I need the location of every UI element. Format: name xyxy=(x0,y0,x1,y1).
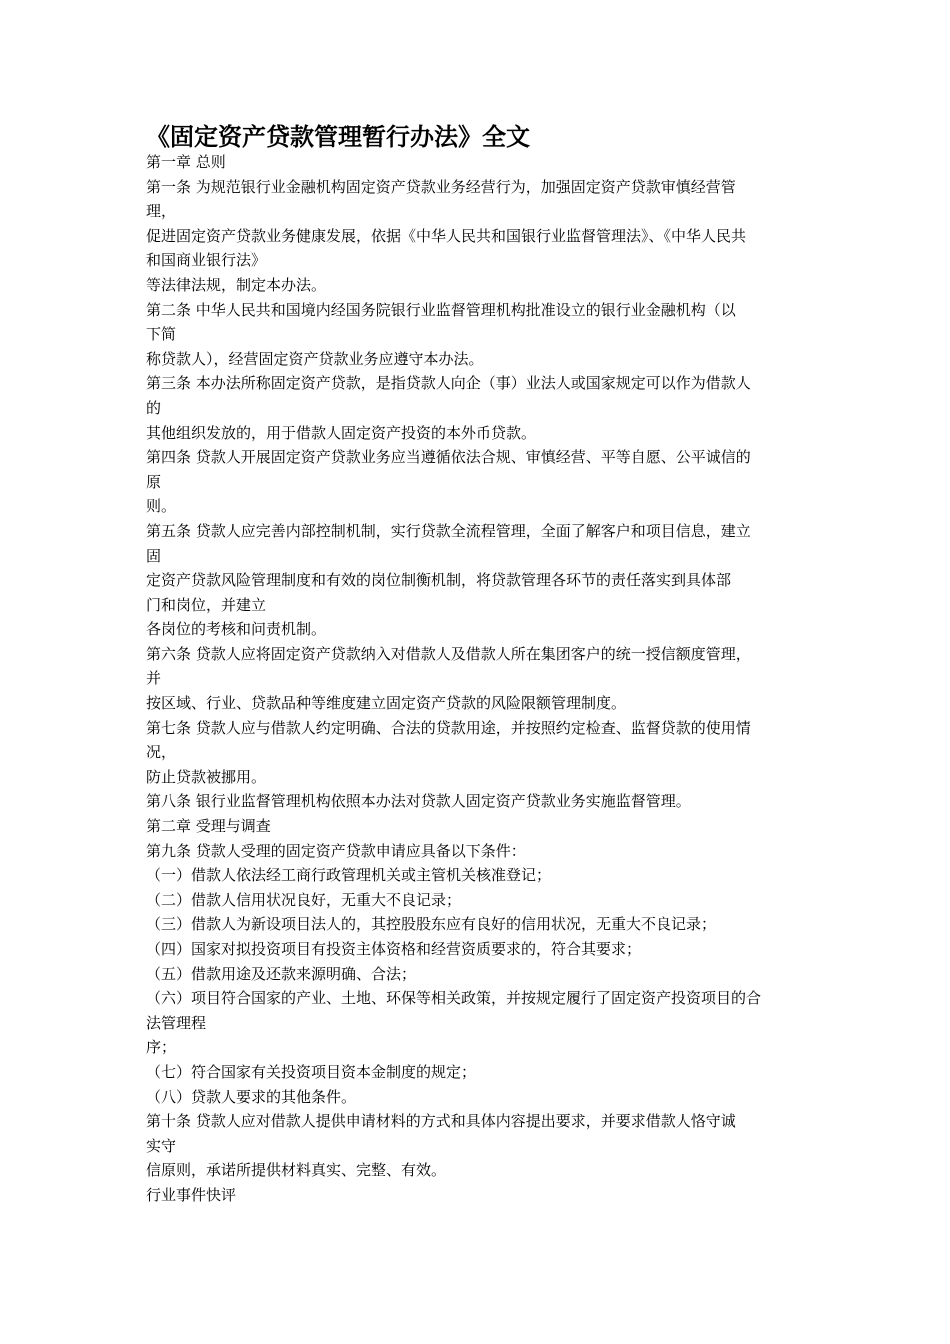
document-title: 《固定资产贷款管理暂行办法》全文 xyxy=(146,122,530,151)
text-line: 第三条 本办法所称固定资产贷款，是指贷款人向企（事）业法人或国家规定可以作为借款人 xyxy=(146,374,751,393)
text-line: 第六条 贷款人应将固定资产贷款纳入对借款人及借款人所在集团客户的统一授信额度管理， xyxy=(146,644,751,663)
text-line: （四）国家对拟投资项目有投资主体资格和经营资质要求的，符合其要求； xyxy=(146,940,642,958)
text-line: 其他组织发放的，用于借款人固定资产投资的本外币贷款。 xyxy=(146,423,537,442)
text-line: 第一章 总则 xyxy=(146,153,226,171)
text-line: 第九条 贷款人受理的固定资产贷款申请应具备以下条件： xyxy=(146,841,526,860)
text-line: 第二章 受理与调查 xyxy=(146,817,271,836)
text-line: 实守 xyxy=(146,1136,177,1155)
text-line: 固 xyxy=(146,546,162,565)
text-line: 下简 xyxy=(146,325,177,344)
text-line: 防止贷款被挪用。 xyxy=(146,767,267,786)
text-line: 况， xyxy=(146,743,177,762)
text-line: （八）贷款人要求的其他条件。 xyxy=(146,1087,357,1106)
text-line: 定资产贷款风险管理制度和有效的岗位制衡机制，将贷款管理各环节的责任落实到具体部 xyxy=(146,571,732,590)
text-line: 第五条 贷款人应完善内部控制机制，实行贷款全流程管理，全面了解客户和项目信息，建立 xyxy=(146,521,751,540)
text-line: 门和岗位，并建立 xyxy=(146,595,267,614)
text-line: 第十条 贷款人应对借款人提供申请材料的方式和具体内容提出要求，并要求借款人恪守诚 xyxy=(146,1112,736,1131)
text-line: 等法律法规，制定本办法。 xyxy=(146,275,327,294)
text-line: 第七条 贷款人应与借款人约定明确、合法的贷款用途，并按照约定检查、监督贷款的使用情 xyxy=(146,718,751,737)
text-line: （一）借款人依法经工商行政管理机关或主管机关核准登记； xyxy=(146,866,552,885)
text-line: 则。 xyxy=(146,497,177,516)
text-line: 和国商业银行法》 xyxy=(146,251,267,270)
text-line: 第八条 银行业监督管理机构依照本办法对贷款人固定资产贷款业务实施监督管理。 xyxy=(146,792,691,811)
text-line: 第四条 贷款人开展固定资产贷款业务应当遵循依法合规、审慎经营、平等自愿、公平诚信的 xyxy=(146,448,751,467)
document-body xyxy=(146,150,816,1208)
text-line: 的 xyxy=(146,398,162,417)
text-line: 原 xyxy=(146,472,162,491)
text-line: 理， xyxy=(146,202,177,221)
text-line: 信原则，承诺所提供材料真实、完整、有效。 xyxy=(146,1161,447,1180)
text-line: 称贷款人），经营固定资产贷款业务应遵守本办法。 xyxy=(146,349,484,368)
text-line: （七）符合国家有关投资项目资本金制度的规定； xyxy=(146,1062,477,1081)
text-line: 并 xyxy=(146,669,162,688)
text-line: 各岗位的考核和问责机制。 xyxy=(146,620,327,639)
text-line: 按区域、行业、贷款品种等维度建立固定资产贷款的风险限额管理制度。 xyxy=(146,694,627,713)
text-line: 促进固定资产贷款业务健康发展，依据《中华人民共和国银行业监督管理法》、《中华人民共 xyxy=(146,226,747,245)
text-line: （二）借款人信用状况良好，无重大不良记录； xyxy=(146,890,462,909)
text-line: 法管理程 xyxy=(146,1013,207,1032)
text-line: 序； xyxy=(146,1038,177,1057)
text-line: 第二条 中华人民共和国境内经国务院银行业监督管理机构批准设立的银行业金融机构（以 xyxy=(146,300,736,319)
text-line: （五）借款用途及还款来源明确、合法； xyxy=(146,964,417,983)
text-line: 行业事件快评 xyxy=(146,1185,237,1204)
text-line: （三）借款人为新设项目法人的，其控股股东应有良好的信用状况，无重大不良记录； xyxy=(146,915,717,934)
text-line: 第一条 为规范银行业金融机构固定资产贷款业务经营行为，加强固定资产贷款审慎经营管 xyxy=(146,177,736,196)
text-line: （六）项目符合国家的产业、土地、环保等相关政策，并按规定履行了固定资产投资项目的合 xyxy=(146,989,762,1008)
